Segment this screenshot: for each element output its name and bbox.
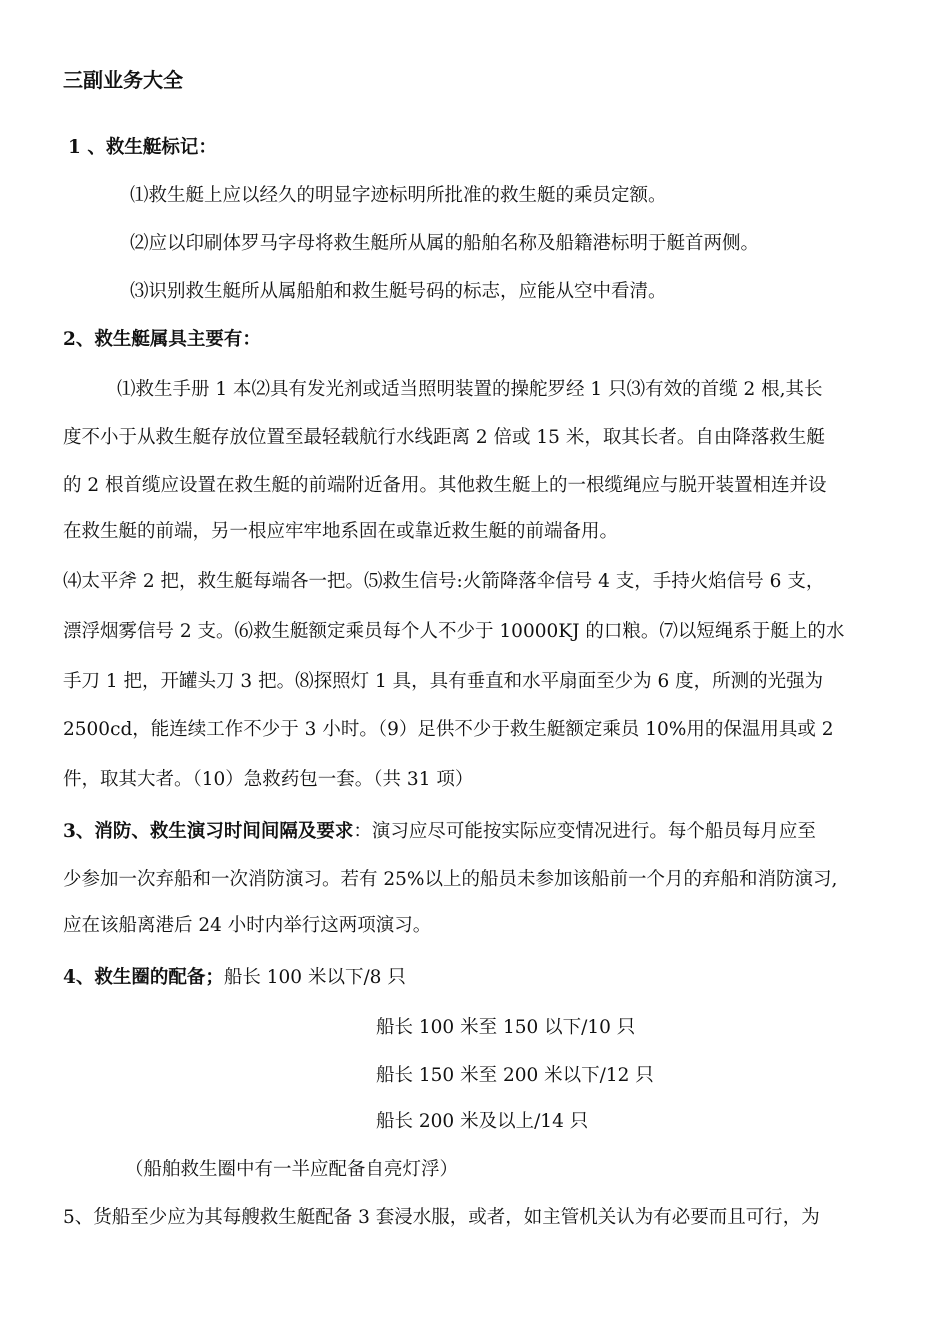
section-3-line-1 <box>63 820 816 844</box>
s4-row-3: 船长 200 米及以上/14 只 <box>376 1111 589 1132</box>
s2-line-1: ⑴救生手册 1 本⑵具有发光剂或适当照明装置的操舵罗经 1 只⑶有效的首缆 2 根,其长 <box>117 379 823 400</box>
page-title: 三副业务大全 <box>63 68 183 92</box>
s2-line-5: ⑷太平斧 2 把，救生艇每端各一把。⑸救生信号:火箭降落伞信号 4 支，手持火焰信号 6 支， <box>63 571 825 592</box>
s4-first: 船长 100 米以下/8 只 <box>223 967 406 988</box>
s3-line-2: 少参加一次弃船和一次消防演习。若有 25%以上的船员未参加该船前一个月的弃船和消防演习, <box>63 869 838 890</box>
s2-line-6: 漂浮烟雾信号 2 支。⑹救生艇额定乘员每个人不少于 10000KJ 的口粮。⑺以短绳系于艇上的水 <box>63 621 845 642</box>
s1-item-3: ⑶识别救生艇所从属船舶和救生艇号码的标志，应能从空中看清。 <box>130 281 667 302</box>
s2-line-2: 度不小于从救生艇存放位置至最轻载航行水线距离 2 倍或 15 米，取其长者。自由降落救生艇 <box>63 427 825 448</box>
s2-line-9: 件，取其大者。（10）急救药包一套。（共 31 项） <box>63 769 474 790</box>
s2-line-3: 的 2 根首缆应设置在救生艇的前端附近备用。其他救生艇上的一根缆绳应与脱开装置相连并设 <box>63 475 827 496</box>
section-1-heading: 1 、救生艇标记： <box>68 137 217 158</box>
s1-item-2: ⑵应以印刷体罗马字母将救生艇所从属的船舶名称及船籍港标明于艇首两侧。 <box>130 233 760 254</box>
section-4-line-1 <box>63 966 406 990</box>
s2-line-4: 在救生艇的前端，另一根应牢牢地系固在或靠近救生艇的前端备用。 <box>63 521 619 542</box>
s2-line-7: 手刀 1 把，开罐头刀 3 把。⑻探照灯 1 具，具有垂直和水平扇面至少为 6 度，所测的光强为 <box>63 671 824 692</box>
section-2-heading: 2、救生艇属具主要有： <box>63 329 261 350</box>
s4-row-1: 船长 100 米至 150 以下/10 只 <box>376 1017 636 1038</box>
s4-row-2: 船长 150 米至 200 米以下/12 只 <box>376 1065 654 1086</box>
s4-note: （船舶救生圈中有一半应配备自亮灯浮） <box>125 1159 459 1180</box>
s1-item-1: ⑴救生艇上应以经久的明显字迹标明所批准的救生艇的乘员定额。 <box>130 185 667 206</box>
section-4-heading: 4、救生圈的配备； <box>63 967 224 988</box>
s3-line-1: ：演习应尽可能按实际应变情况进行。每个船员每月应至 <box>353 821 816 842</box>
section-3-heading: 3、消防、救生演习时间间隔及要求 <box>63 821 354 842</box>
s3-line-3: 应在该船离港后 24 小时内举行这两项演习。 <box>63 915 432 936</box>
s2-line-8: 2500cd，能连续工作不少于 3 小时。（9）足供不少于救生艇额定乘员 10%用的保温用具或 2 <box>63 719 834 740</box>
s5-line-1: 5、货船至少应为其每艘救生艇配备 3 套浸水服，或者，如主管机关认为有必要而且可行，为 <box>63 1207 820 1228</box>
